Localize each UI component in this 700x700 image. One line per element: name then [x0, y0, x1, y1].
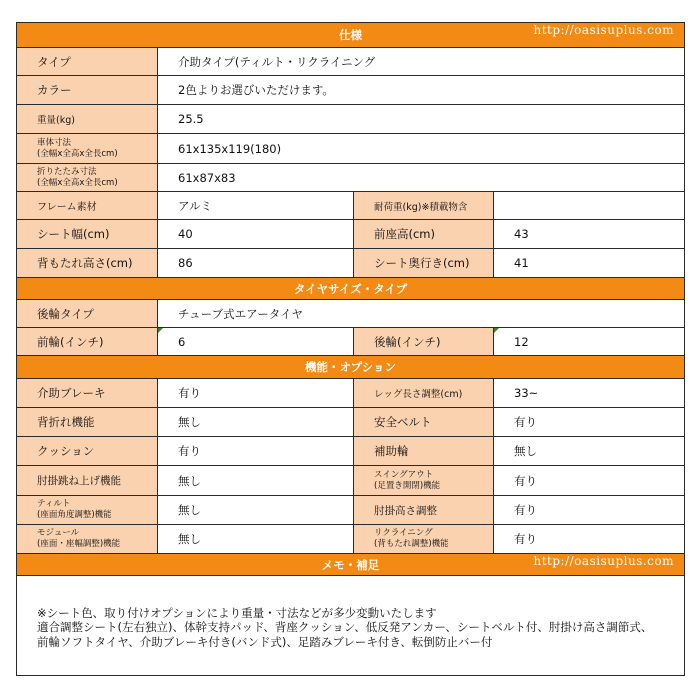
back-fold-label: 背折れ機能	[17, 408, 158, 437]
memo-text	[17, 576, 685, 676]
leg-length-label: レッグ長さ調整(cm)	[354, 379, 494, 408]
row-body-size	[17, 134, 685, 164]
section-header-spec	[17, 23, 685, 48]
row-modular	[17, 525, 685, 554]
row-frame	[17, 192, 685, 220]
brake-value: 有り	[158, 379, 354, 408]
folded-size-label	[17, 164, 158, 192]
body-size-value: 61x135x119(180)	[158, 134, 685, 164]
weight-label: 重量(kg)	[17, 105, 158, 134]
brake-label: 介助ブレーキ	[17, 379, 158, 408]
back-fold-value: 無し	[158, 408, 354, 437]
modular-label-line2: (座面・座幅調整)機能	[37, 539, 121, 549]
load-label: 耐荷重(kg)※積載物含	[354, 192, 494, 220]
frame-label: フレーム素材	[17, 192, 158, 220]
folded-size-value: 61x87x83	[158, 164, 685, 192]
front-seat-height-label: 前座高(cm)	[354, 220, 494, 249]
cushion-label: クッション	[17, 437, 158, 466]
safety-belt-value: 有り	[494, 408, 685, 437]
row-tilt	[17, 496, 685, 525]
seat-depth-value: 41	[494, 249, 685, 278]
folded-size-label-line2: (全幅x全高x全長cm)	[37, 177, 118, 188]
arm-height-label: 肘掛高さ調整	[354, 496, 494, 525]
row-folded-size	[17, 164, 685, 192]
row-type	[17, 48, 685, 76]
section-title-tire: タイヤサイズ・タイプ	[293, 281, 408, 296]
color-label: カラー	[17, 76, 158, 105]
recline-label	[354, 525, 494, 554]
back-height-value: 86	[158, 249, 354, 278]
memo-line-2: 適合調整シート(左右独立)、体幹支持パッド、背座クッション、低反発アンカー、シートベルト付、肘掛け高さ調節式、	[37, 620, 653, 635]
type-value: 介助タイプ(ティルト・リクライニング	[158, 48, 685, 76]
seat-width-label: シート幅(cm)	[17, 220, 158, 249]
row-armrest	[17, 466, 685, 496]
section-header-tire	[17, 278, 685, 300]
modular-value: 無し	[158, 525, 354, 554]
row-cushion	[17, 437, 685, 466]
tilt-label-line2: (座面角度調整)機能	[37, 510, 112, 520]
type-label: タイプ	[17, 48, 158, 76]
modular-label	[17, 525, 158, 554]
row-seat-width	[17, 220, 685, 249]
memo-line-3: 前輪ソフトタイヤ、介助ブレーキ付き(バンド式)、足踏みブレーキ付き、転倒防止バー付	[37, 634, 493, 649]
swing-out-label-line2: (足置き開閉)機能	[374, 480, 441, 491]
armrest-flip-value: 無し	[158, 466, 354, 496]
cushion-value: 有り	[158, 437, 354, 466]
site-url[interactable]: http://oasisuplus.com	[533, 23, 674, 37]
tilt-value: 無し	[158, 496, 354, 525]
seat-width-value: 40	[158, 220, 354, 249]
body-size-label	[17, 134, 158, 164]
swing-out-label	[354, 466, 494, 496]
front-seat-height-value: 43	[494, 220, 685, 249]
load-value	[494, 192, 685, 220]
front-wheel-label: 前輪(インチ)	[17, 328, 158, 356]
aux-wheel-label: 補助輪	[354, 437, 494, 466]
aux-wheel-value: 無し	[494, 437, 685, 466]
section-title-function: 機能・オプション	[305, 360, 396, 374]
row-weight	[17, 105, 685, 134]
folded-size-label-line1: 折りたたみ寸法	[37, 166, 97, 177]
recline-value: 有り	[494, 525, 685, 554]
row-brake	[17, 379, 685, 408]
row-rear-type	[17, 300, 685, 328]
leg-length-value: 33~	[494, 379, 685, 408]
armrest-flip-label: 肘掛跳ね上げ機能	[17, 466, 158, 496]
row-back-fold	[17, 408, 685, 437]
tilt-label	[17, 496, 158, 525]
front-wheel-value: 6	[158, 328, 354, 356]
row-back-height	[17, 249, 685, 278]
section-header-memo	[17, 554, 685, 576]
color-value: 2色よりお選びいただけます。	[158, 76, 685, 105]
section-title-memo: メモ・補足	[321, 557, 380, 572]
section-title-spec: 仕様	[339, 28, 362, 42]
safety-belt-label: 安全ベルト	[354, 408, 494, 437]
rear-type-label: 後輪タイプ	[17, 300, 158, 328]
spec-table	[16, 22, 685, 676]
body-size-label-line1: 車体寸法	[37, 137, 72, 148]
weight-value: 25.5	[158, 105, 685, 134]
rear-wheel-value: 12	[494, 328, 685, 356]
row-wheels	[17, 328, 685, 356]
row-color	[17, 76, 685, 105]
recline-label-line1: リクライニング	[374, 528, 433, 538]
memo-line-1: ※シート色、取り付けオプションにより重量・寸法などが多少変動いたします	[37, 605, 437, 620]
arm-height-value: 有り	[494, 496, 685, 525]
rear-wheel-label: 後輪(インチ)	[354, 328, 494, 356]
modular-label-line1: モジュール	[37, 528, 80, 538]
swing-out-label-line1: スイングアウト	[374, 469, 434, 480]
swing-out-value: 有り	[494, 466, 685, 496]
back-height-label: 背もたれ高さ(cm)	[17, 249, 158, 278]
section-header-function	[17, 356, 685, 379]
tilt-label-line1: ティルト	[37, 499, 71, 509]
site-url-memo[interactable]: http://oasisuplus.com	[533, 554, 674, 568]
row-memo	[17, 576, 685, 676]
seat-depth-label: シート奥行き(cm)	[354, 249, 494, 278]
rear-type-value: チューブ式エアータイヤ	[158, 300, 685, 328]
body-size-label-line2: (全幅x全高x全長cm)	[37, 148, 118, 159]
recline-label-line2: (背もたれ調整)機能	[374, 539, 449, 549]
frame-value: アルミ	[158, 192, 354, 220]
